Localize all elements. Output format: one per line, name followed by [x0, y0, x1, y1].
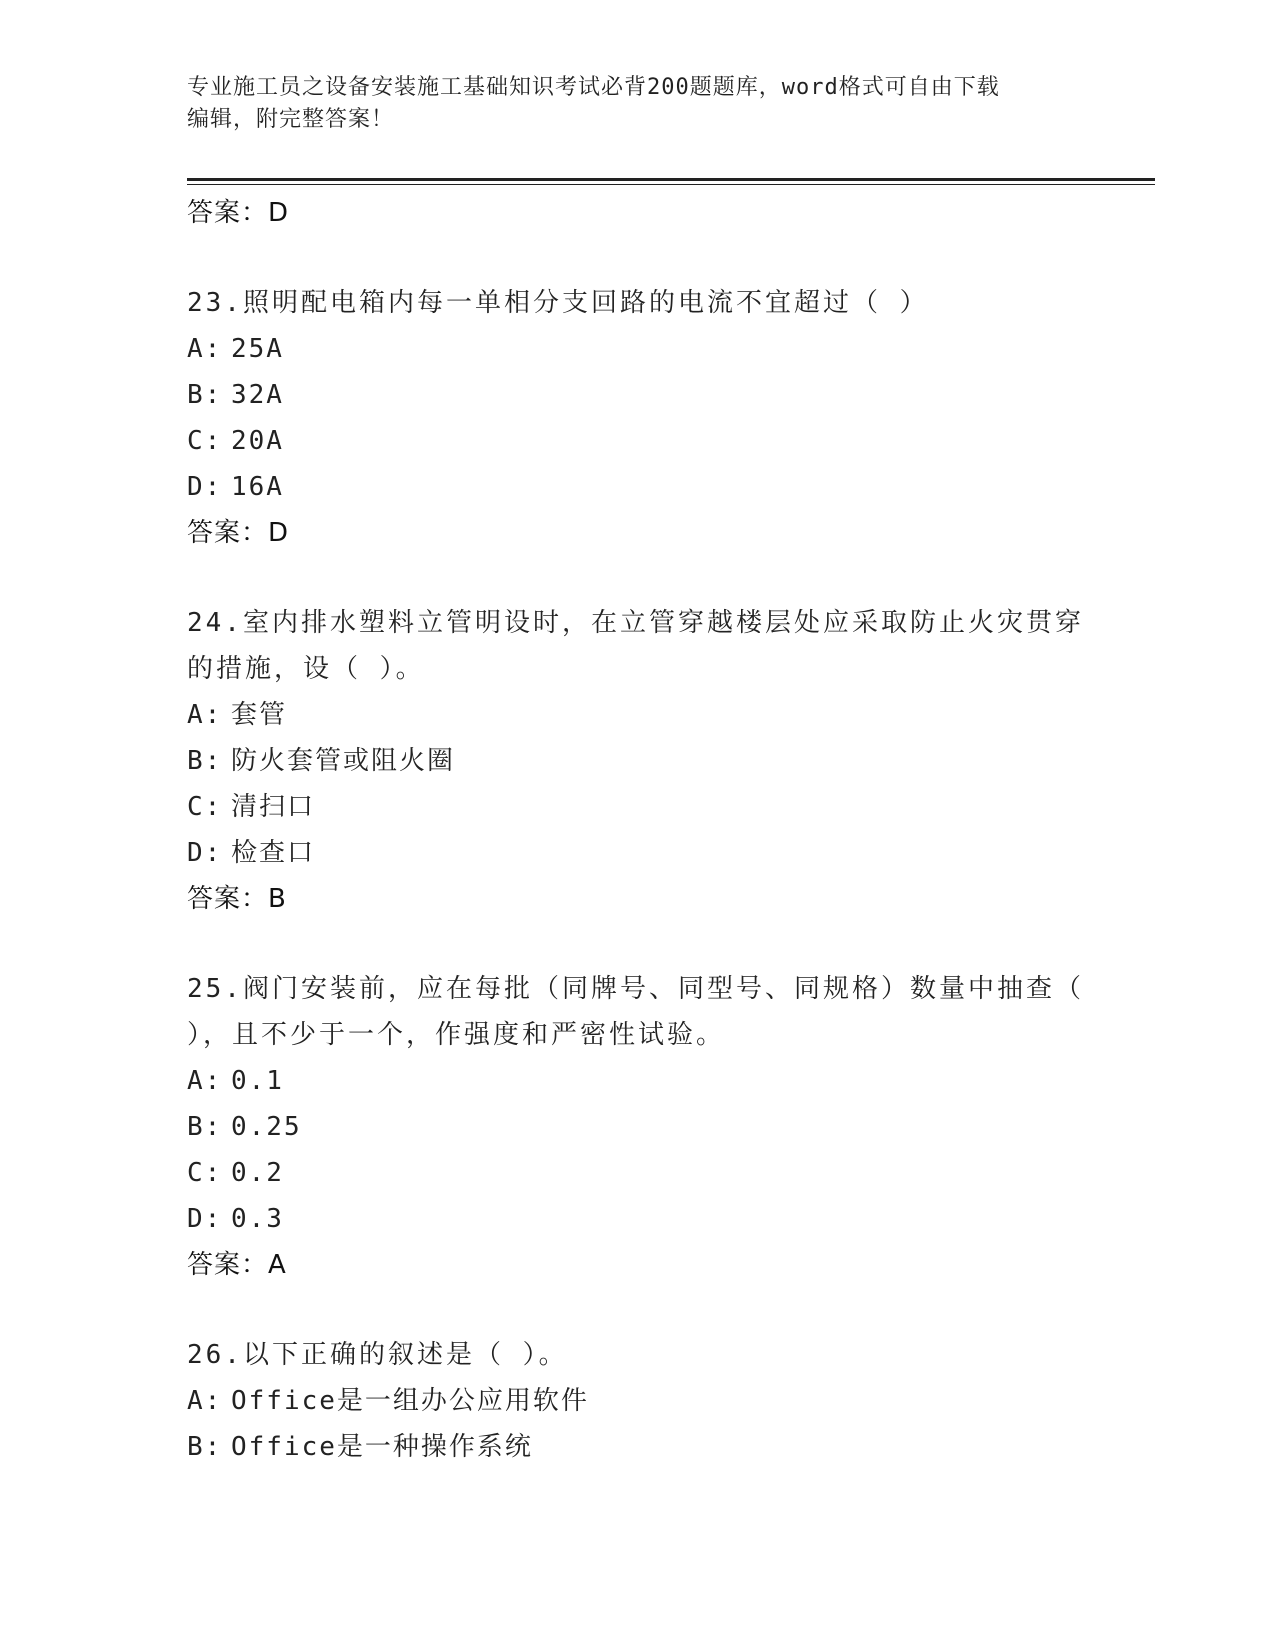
option-letter: B:	[187, 746, 223, 776]
option-letter: A:	[187, 1386, 223, 1416]
option-text: 0.2	[231, 1158, 284, 1188]
option-d	[187, 1196, 1087, 1242]
option-text: 20A	[231, 426, 284, 456]
header-divider-thin	[187, 184, 1155, 185]
option-b	[187, 372, 1087, 418]
spacer	[187, 1288, 1087, 1332]
option-text: 0.1	[231, 1066, 284, 1096]
option-a	[187, 1378, 1087, 1424]
option-d	[187, 464, 1087, 510]
question-text: 24.室内排水塑料立管明设时，在立管穿越楼层处应采取防止火灾贯穿的措施，设（ ）。	[187, 608, 1084, 684]
option-letter: C:	[187, 1158, 223, 1188]
option-c	[187, 418, 1087, 464]
answer-line: 答案：D	[187, 518, 290, 548]
option-letter: D:	[187, 838, 223, 868]
option-letter: B:	[187, 1112, 223, 1142]
spacer	[187, 236, 1087, 280]
option-letter: A:	[187, 700, 223, 730]
option-letter: A:	[187, 334, 223, 364]
document-header	[187, 72, 1067, 136]
option-letter: B:	[187, 380, 223, 410]
option-text: 防火套管或阻火圈	[231, 746, 456, 776]
option-text: 32A	[231, 380, 284, 410]
option-a	[187, 326, 1087, 372]
previous-answer: 答案：D	[187, 198, 290, 228]
header-line-1: 专业施工员之设备安装施工基础知识考试必背200题题库，word格式可自由下载	[187, 75, 1000, 100]
option-text: 检查口	[231, 838, 316, 868]
option-text: 0.25	[231, 1112, 302, 1142]
answer-line: 答案：A	[187, 1250, 287, 1280]
option-text: 16A	[231, 472, 284, 502]
option-letter: C:	[187, 792, 223, 822]
question-block	[187, 1332, 1087, 1470]
option-a	[187, 1058, 1087, 1104]
option-b	[187, 1424, 1087, 1470]
question-list	[187, 190, 1087, 1470]
option-letter: D:	[187, 1204, 223, 1234]
option-letter: D:	[187, 472, 223, 502]
option-text: 0.3	[231, 1204, 284, 1234]
option-letter: B:	[187, 1432, 223, 1462]
question-block	[187, 280, 1087, 556]
option-c	[187, 1150, 1087, 1196]
option-letter: C:	[187, 426, 223, 456]
header-divider-thick	[187, 178, 1155, 181]
option-text: Office是一种操作系统	[231, 1432, 533, 1462]
header-line-2: 编辑，附完整答案！	[187, 107, 395, 132]
option-a	[187, 692, 1087, 738]
option-letter: A:	[187, 1066, 223, 1096]
spacer	[187, 556, 1087, 600]
option-b	[187, 1104, 1087, 1150]
question-text: 23.照明配电箱内每一单相分支回路的电流不宜超过（ ）	[187, 288, 929, 318]
question-block	[187, 966, 1087, 1288]
option-text: 25A	[231, 334, 284, 364]
answer-line: 答案：B	[187, 884, 287, 914]
option-c	[187, 784, 1087, 830]
question-block	[187, 600, 1087, 922]
option-text: 清扫口	[231, 792, 316, 822]
option-text: Office是一组办公应用软件	[231, 1386, 589, 1416]
spacer	[187, 922, 1087, 966]
option-d	[187, 830, 1087, 876]
question-text: 26.以下正确的叙述是（ ）。	[187, 1340, 568, 1370]
option-b	[187, 738, 1087, 784]
option-text: 套管	[231, 700, 288, 730]
question-text: 25.阀门安装前，应在每批（同牌号、同型号、同规格）数量中抽查（ ），且不少于一个，作强度和严密性试验。	[187, 974, 1084, 1050]
